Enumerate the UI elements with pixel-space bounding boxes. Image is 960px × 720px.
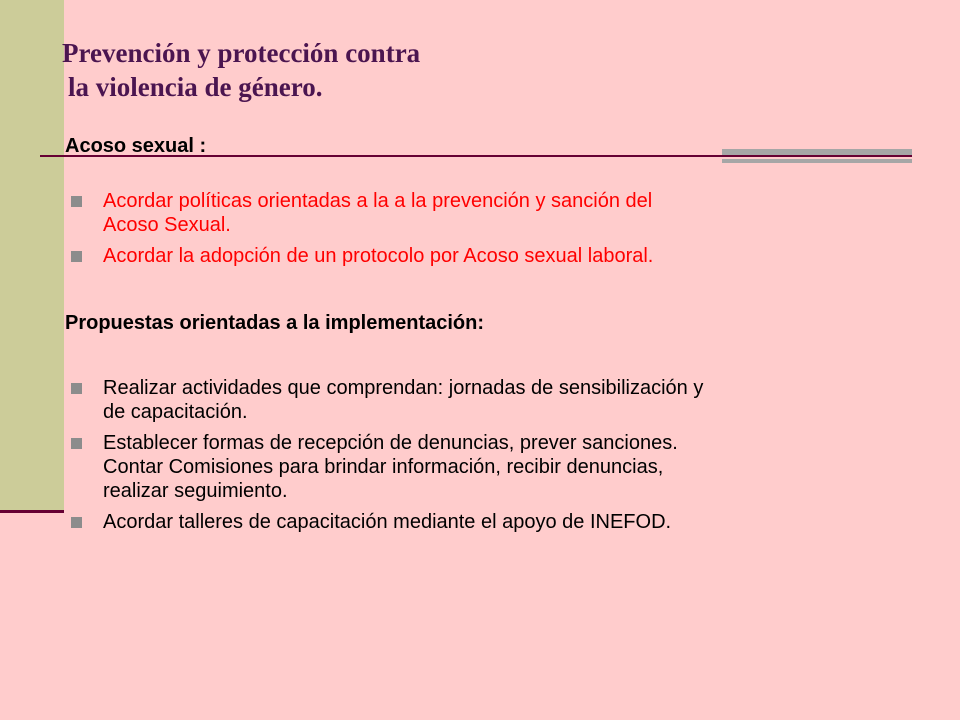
propuestas-list bbox=[65, 376, 920, 541]
slide-title bbox=[62, 36, 420, 104]
square-bullet-icon bbox=[71, 251, 82, 262]
section-heading-acoso-sexual: Acoso sexual : bbox=[65, 135, 207, 157]
list-item bbox=[65, 510, 920, 534]
list-item bbox=[65, 431, 920, 503]
square-bullet-icon bbox=[71, 196, 82, 207]
square-bullet-icon bbox=[71, 383, 82, 394]
decorative-side-bar bbox=[0, 0, 64, 510]
heading-accent-bar bbox=[722, 149, 912, 155]
section-heading-propuestas: Propuestas orientadas a la implementación: bbox=[65, 312, 485, 334]
side-bar-underline bbox=[0, 510, 64, 513]
list-item bbox=[65, 244, 920, 268]
list-item-text: Realizar actividades que comprendan: jornadas de sensibilización y de capacitación. bbox=[103, 377, 704, 423]
list-item bbox=[65, 376, 920, 424]
list-item-text: Establecer formas de recepción de denuncias, prever sanciones. Contar Comisiones para brindar información, recibir denuncias, realizar seguimiento. bbox=[103, 432, 678, 502]
acoso-sexual-list bbox=[65, 189, 920, 275]
list-item-text: Acordar talleres de capacitación mediante el apoyo de INEFOD. bbox=[103, 511, 672, 533]
heading-accent-bar-lower bbox=[722, 159, 912, 163]
list-item bbox=[65, 189, 920, 237]
list-item-text: Acordar la adopción de un protocolo por Acoso sexual laboral. bbox=[103, 245, 654, 267]
square-bullet-icon bbox=[71, 438, 82, 449]
slide-title-line-2: la violencia de género. bbox=[68, 72, 323, 102]
square-bullet-icon bbox=[71, 517, 82, 528]
slide-title-line-1: Prevención y protección contra bbox=[62, 38, 421, 68]
list-item-text: Acordar políticas orientadas a la a la prevención y sanción del Acoso Sexual. bbox=[103, 190, 653, 236]
